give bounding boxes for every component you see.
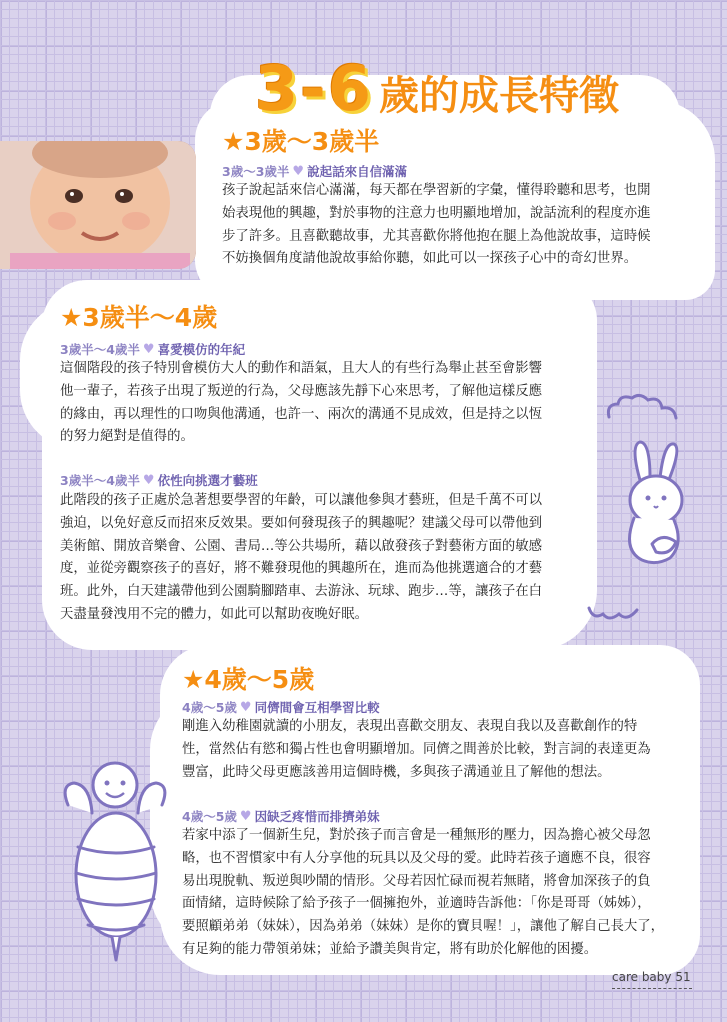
subheading-3-2: [182, 807, 380, 825]
subheading-age: 3歲～3歲半: [222, 164, 290, 179]
paragraph-line: 班。此外，白天建議帶他到公園騎腳踏車、去游泳、玩球、跑步…等，讓孩子在白: [60, 584, 543, 600]
subheading-title: 說起話來自信滿滿: [307, 164, 408, 179]
paragraph-line: 的努力絕對是值得的。: [60, 429, 194, 445]
paragraph-line: 美術館、開放音樂會、公園、書局…等公共場所，藉以啟發孩子對藝術方面的敏感: [60, 538, 543, 554]
child-photo: [0, 141, 196, 269]
subheading-title: 因缺乏疼惜而排擠弟妹: [254, 809, 380, 824]
heart-icon: ♥: [142, 472, 155, 488]
paragraph-line: 度，並從旁觀察孩子的喜好，將不難發現他的興趣所在，進而為他挑選適合的才藝: [60, 561, 543, 577]
subheading-2-2: [60, 471, 258, 489]
subheading-age: 4歲～5歲: [182, 809, 237, 824]
paragraph-line: 性，當然佔有慾和獨占性也會明顯增加。同儕之間善於比較，對言詞的表達更為: [182, 741, 651, 757]
paragraph-1-1: [222, 180, 692, 271]
paragraph-line: 孩子說起話來信心滿滿，每天都在學習新的字彙，懂得聆聽和思考，也開: [222, 183, 651, 198]
paragraph-line: 剛進入幼稚園就讀的小朋友，表現出喜歡交朋友、表現自我以及喜歡創作的特: [182, 719, 638, 734]
paragraph-line: 天盡量發洩用不完的體力，如此可以幫助夜晚好眠。: [60, 606, 368, 622]
bee-illustration: [60, 755, 170, 975]
subheading-age: 3歲半～4歲半: [60, 342, 140, 357]
subheading-3-1: [182, 698, 380, 716]
paragraph-3-2: [182, 825, 694, 962]
cloud-doodle: [585, 600, 645, 625]
subheading-title: 依性向挑選才藝班: [157, 473, 258, 488]
paragraph-line: 若家中添了一個新生兒，對於孩子而言會是一種無形的壓力，因為擔心被父母忽: [182, 828, 651, 843]
subheading-title: 同儕間會互相學習比較: [254, 700, 380, 715]
page-footer: care baby 51: [612, 970, 691, 984]
paragraph-line: 這個階段的孩子特別會模仿大人的動作和語氣，且大人的有些行為舉止甚至會影響: [60, 361, 543, 376]
paragraph-line: 略，也不習慣家中有人分享他的玩具以及父母的愛。此時若孩子適應不良，很容: [182, 850, 651, 866]
paragraph-line: 始表現他的興趣，對於事物的注意力也明顯地增加，說話流利的程度亦進: [222, 205, 651, 221]
heart-icon: ♥: [142, 341, 155, 357]
paragraph-line: 他一輩子，若孩子出現了叛逆的行為，父母應該先靜下心來思考，了解他這樣反應: [60, 383, 543, 399]
subheading-1-1: [222, 162, 407, 180]
paragraph-2-1: [60, 358, 570, 449]
paragraph-line: 易出現脫軌、叛逆與吵鬧的情形。父母若因忙碌而視若無睹，將會加深孩子的負: [182, 873, 651, 889]
subheading-title: 喜愛模仿的年紀: [157, 342, 246, 357]
heart-icon: ♥: [239, 699, 252, 715]
paragraph-line: 不妨換個角度請他說故事給你聽，如此可以一探孩子心中的奇幻世界。: [222, 251, 638, 267]
subheading-age: 4歲～5歲: [182, 700, 237, 715]
paragraph-line: 步了許多。且喜歡聽故事，尤其喜歡你將他抱在腿上為他說故事，這時候: [222, 228, 651, 244]
footer-divider: [612, 988, 692, 989]
title-number: 3-6: [255, 52, 374, 125]
heart-icon: ♥: [292, 163, 305, 179]
subheading-2-1: [60, 340, 245, 358]
subheading-age: 3歲半～4歲半: [60, 473, 140, 488]
section-heading-3: ★4歲～5歲: [182, 665, 315, 694]
page-title: [255, 40, 620, 125]
section-heading-2: ★3歲半～4歲: [60, 303, 218, 332]
paragraph-2-2: [60, 490, 570, 627]
paragraph-line: 面情緒，這時候除了給予孩子一個擁抱外，並適時告訴他：「你是哥哥（姊姊），: [182, 896, 651, 912]
bunny-illustration: [612, 440, 702, 575]
heart-icon: ♥: [239, 808, 252, 824]
paragraph-line: 豐富，此時父母更應該善用這個時機，多與孩子溝通並且了解他的想法。: [182, 764, 611, 780]
section-heading-1: ★3歲～3歲半: [222, 127, 380, 156]
paragraph-line: 要照顧弟弟（妹妹），因為弟弟（妹妹）是你的寶貝喔！」，讓他了解自己長大了，: [182, 919, 665, 935]
paragraph-line: 的緣由，再以理性的口吻與他溝通，也許一、兩次的溝通不見成效，但是持之以恆: [60, 406, 543, 422]
paragraph-line: 強迫，以免好意反而招來反效果。要如何發現孩子的興趣呢？建議父母可以帶他到: [60, 515, 543, 531]
paragraph-3-1: [182, 716, 694, 784]
paragraph-line: 有足夠的能力帶領弟妹；並給予讚美與肯定，將有助於化解他的困擾。: [182, 941, 598, 957]
cloud-doodle: [604, 392, 684, 422]
title-text: 歲的成長特徵: [379, 73, 620, 119]
paragraph-line: 此階段的孩子正處於急著想要學習的年齡，可以讓他參與才藝班，但是千萬不可以: [60, 493, 543, 508]
